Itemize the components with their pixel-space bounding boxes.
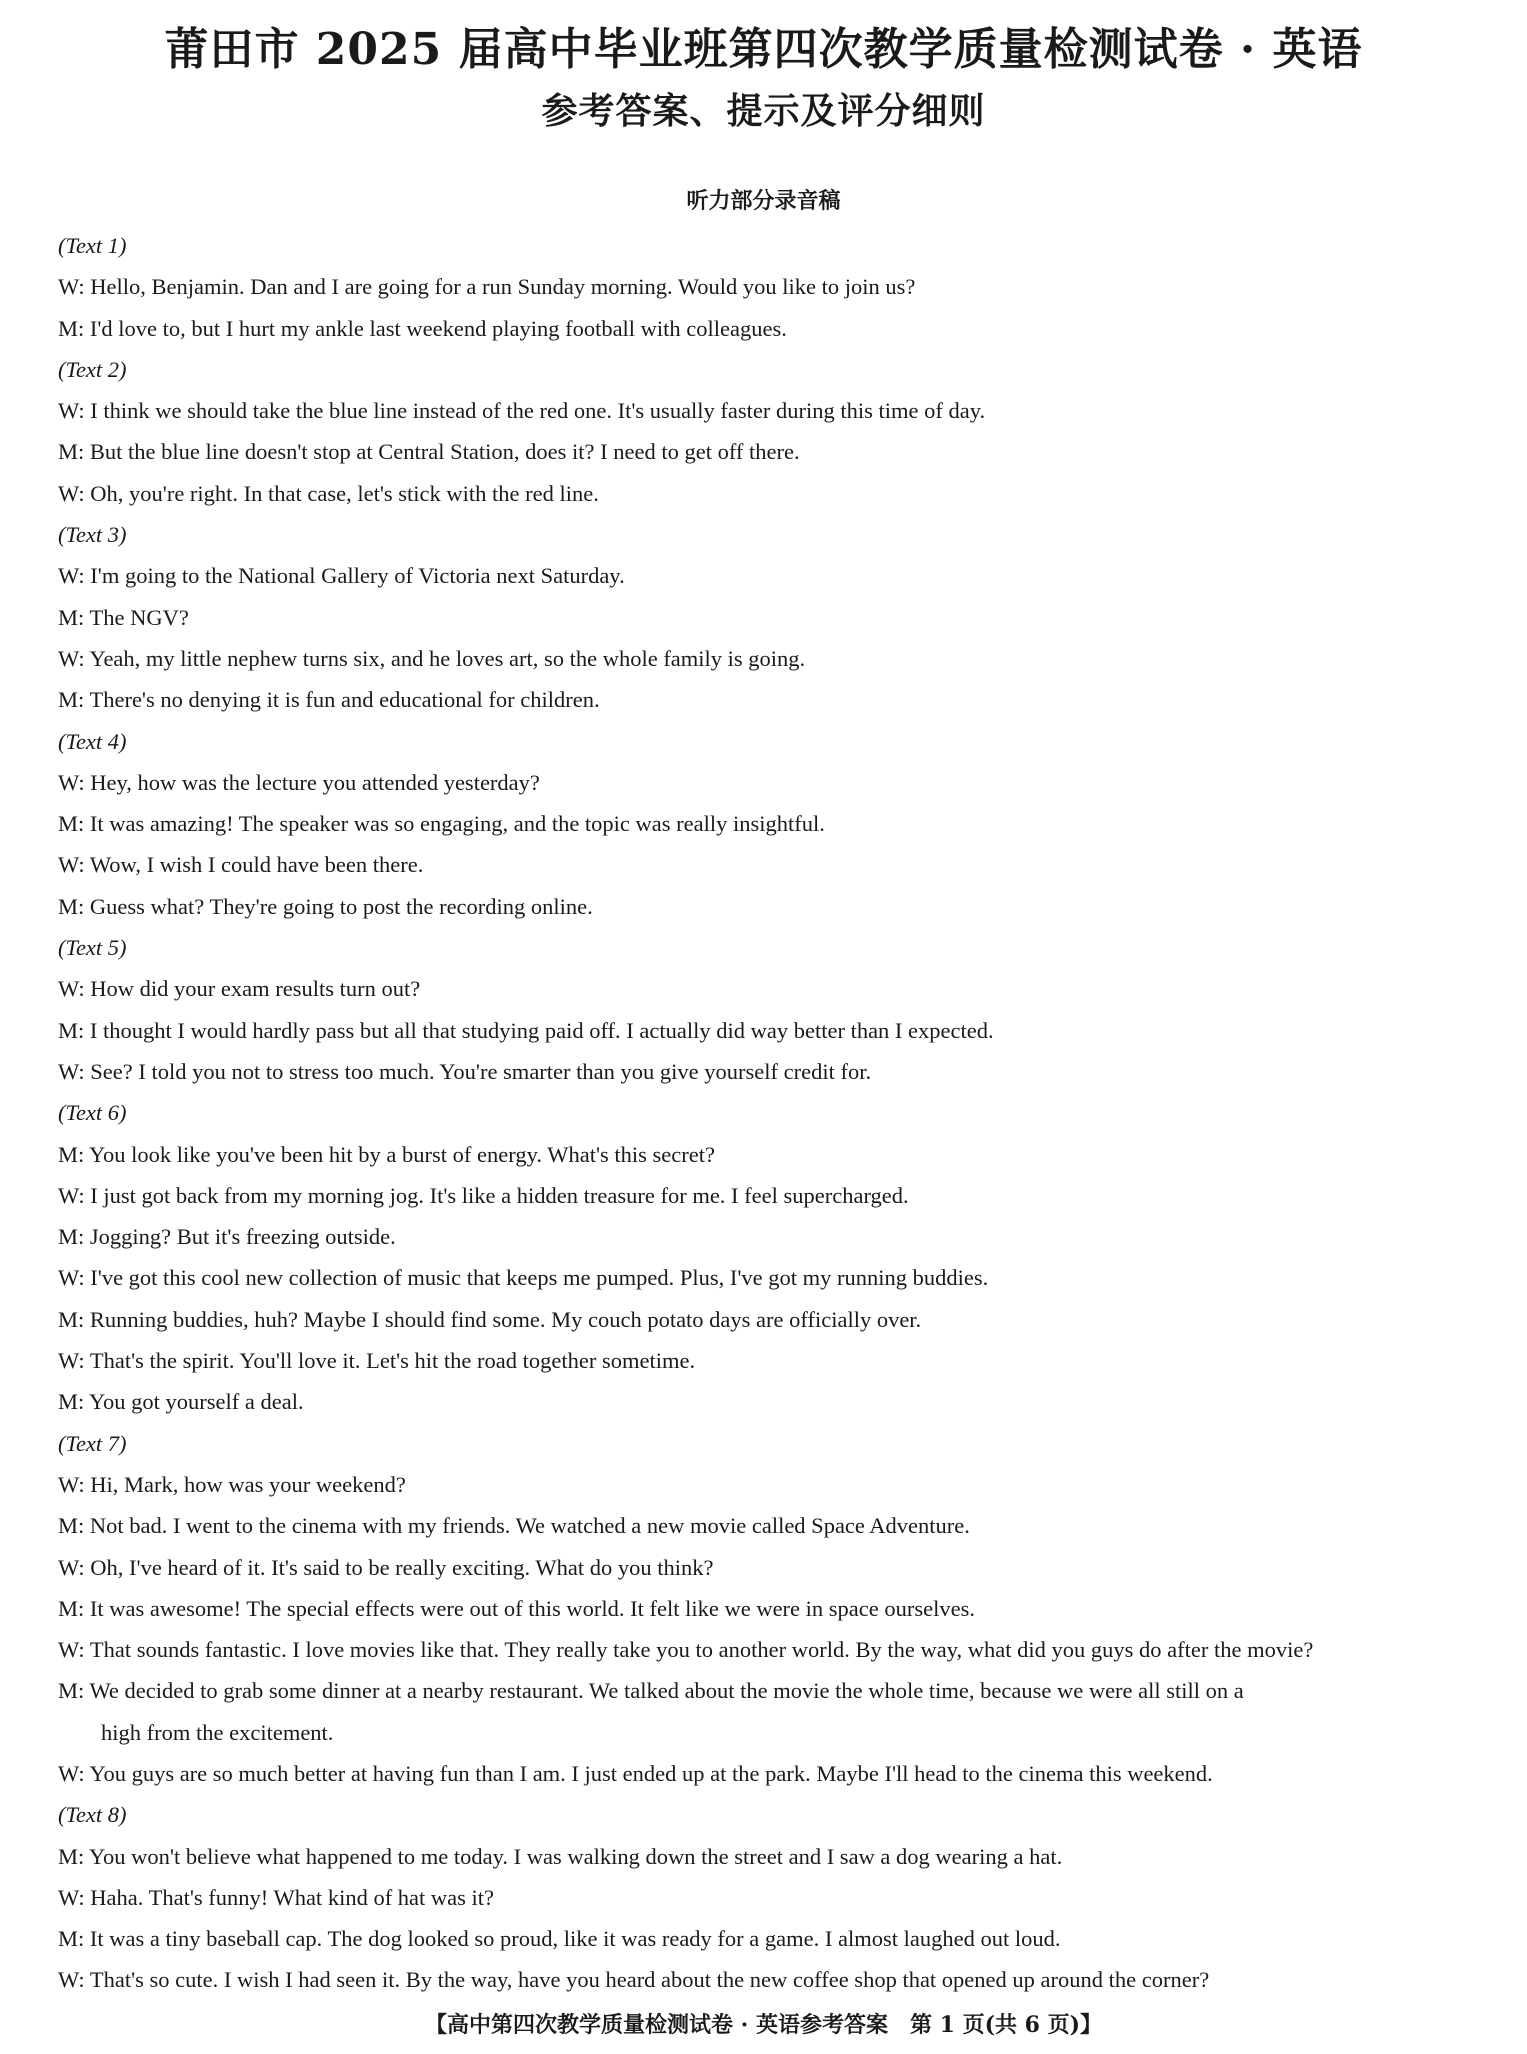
dialogue-line: M: You got yourself a deal. [58, 1389, 304, 1415]
dialogue-line: M: We decided to grab some dinner at a nearby restaurant. We talked about the movie the whole time, because we were all still on a [58, 1678, 1244, 1704]
text-header: (Text 4) [58, 728, 127, 754]
dialogue-line: M: I'd love to, but I hurt my ankle last weekend playing football with colleagues. [58, 315, 787, 341]
dialogue-line: W: I think we should take the blue line instead of the red one. It's usually faster during this time of day. [58, 398, 986, 424]
dialogue-line: M: You look like you've been hit by a burst of energy. What's this secret? [58, 1141, 715, 1167]
dialogue-line: M: It was awesome! The special effects were out of this world. It felt like we were in space ourselves. [58, 1595, 975, 1621]
dialogue-line: W: You guys are so much better at having fun than I am. I just ended up at the park. Maybe I'll head to the cinema this weekend. [58, 1760, 1213, 1786]
dialogue-line: M: Jogging? But it's freezing outside. [58, 1224, 396, 1250]
text-header: (Text 3) [58, 522, 127, 548]
dialogue-line: W: Hey, how was the lecture you attended yesterday? [58, 769, 540, 795]
page-title: 莆田市 2025 届高中毕业班第四次教学质量检测试卷 · 英语 [164, 24, 1363, 75]
dialogue-line: W: See? I told you not to stress too much. You're smarter than you give yourself credit for. [58, 1058, 872, 1084]
dialogue-line: W: Hi, Mark, how was your weekend? [58, 1471, 406, 1497]
dialogue-line: W: Oh, you're right. In that case, let's stick with the red line. [58, 480, 599, 506]
dialogue-line: M: There's no denying it is fun and educational for children. [58, 687, 600, 713]
page-footer: 【高中第四次教学质量检测试卷 · 英语参考答案 第 1 页(共 6 页)】 [424, 2012, 1103, 2038]
transcript [58, 225, 1498, 2001]
text-header: (Text 1) [58, 233, 127, 258]
dialogue-line: M: The NGV? [58, 604, 189, 630]
dialogue-line: W: I'm going to the National Gallery of Victoria next Saturday. [58, 563, 625, 589]
dialogue-line: W: That sounds fantastic. I love movies like that. They really take you to another world. By the way, what did you guys do after the movie? [58, 1637, 1314, 1663]
text-header: (Text 6) [58, 1100, 127, 1126]
page-subtitle: 参考答案、提示及评分细则 [541, 90, 986, 132]
dialogue-line: M: Guess what? They're going to post the recording online. [58, 893, 593, 919]
dialogue-line-continued: high from the excitement. [101, 1719, 334, 1745]
dialogue-line: M: But the blue line doesn't stop at Central Station, does it? I need to get off there. [58, 439, 800, 465]
dialogue-line: W: Haha. That's funny! What kind of hat was it? [58, 1884, 495, 1910]
dialogue-line: W: Oh, I've heard of it. It's said to be really exciting. What do you think? [58, 1554, 714, 1580]
dialogue-line: W: Wow, I wish I could have been there. [58, 852, 424, 878]
dialogue-line: W: Yeah, my little nephew turns six, and he loves art, so the whole family is going. [58, 645, 806, 671]
dialogue-line: W: I've got this cool new collection of music that keeps me pumped. Plus, I've got my running buddies. [58, 1265, 989, 1291]
dialogue-line: M: It was amazing! The speaker was so engaging, and the topic was really insightful. [58, 811, 825, 837]
dialogue-line: W: That's so cute. I wish I had seen it. By the way, have you heard about the new coffee shop that opened up around the corner? [58, 1967, 1210, 1993]
dialogue-line: W: Hello, Benjamin. Dan and I are going for a run Sunday morning. Would you like to join us? [58, 274, 916, 300]
text-header: (Text 7) [58, 1430, 127, 1456]
dialogue-line: W: I just got back from my morning jog. It's like a hidden treasure for me. I feel supercharged. [58, 1182, 909, 1208]
text-header: (Text 8) [58, 1802, 127, 1828]
dialogue-line: W: That's the spirit. You'll love it. Let's hit the road together sometime. [58, 1348, 696, 1374]
dialogue-line: W: How did your exam results turn out? [58, 976, 421, 1002]
text-header: (Text 5) [58, 935, 127, 961]
dialogue-line: M: Running buddies, huh? Maybe I should find some. My couch potato days are officially over. [58, 1306, 922, 1332]
dialogue-line: M: I thought I would hardly pass but all that studying paid off. I actually did way better than I expected. [58, 1017, 994, 1043]
dialogue-line: M: You won't believe what happened to me today. I was walking down the street and I saw a dog wearing a hat. [58, 1843, 1063, 1869]
dialogue-line: M: It was a tiny baseball cap. The dog looked so proud, like it was ready for a game. I almost laughed out loud. [58, 1926, 1061, 1952]
text-header: (Text 2) [58, 356, 127, 382]
dialogue-line: M: Not bad. I went to the cinema with my friends. We watched a new movie called Space Adventure. [58, 1513, 970, 1539]
section-title: 听力部分录音稿 [686, 189, 841, 214]
